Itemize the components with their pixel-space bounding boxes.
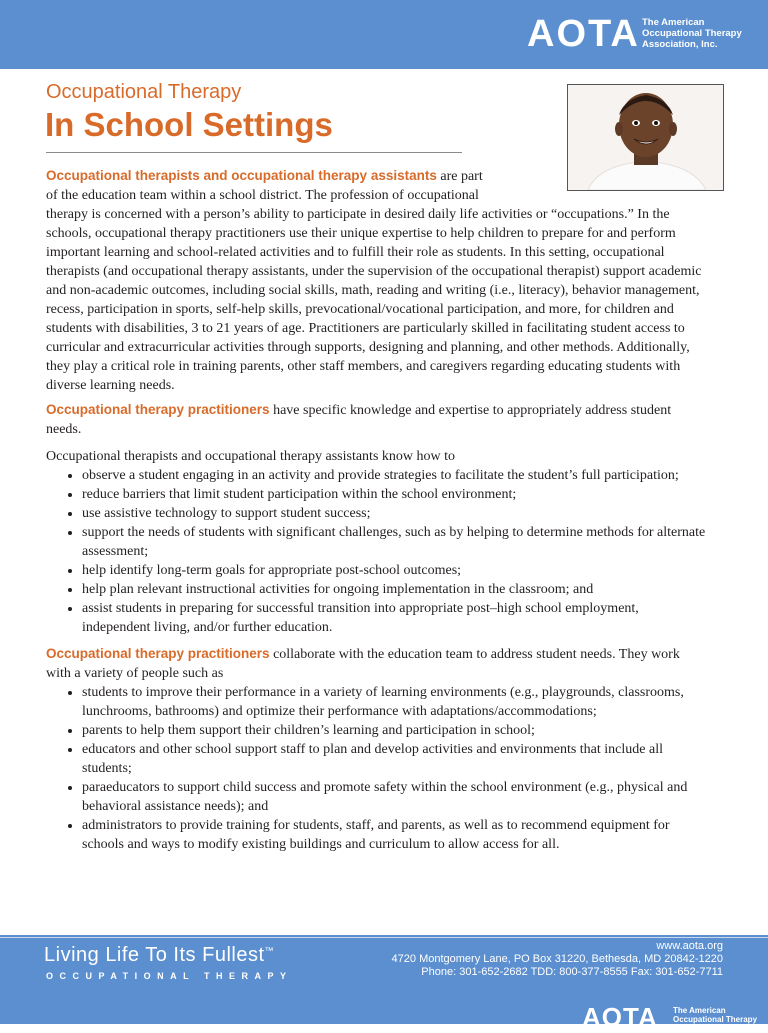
collaborate-list [46,683,706,854]
aota-logo: AOTA [527,13,640,55]
association-line: The American [673,1006,726,1015]
intro-text-rest: therapy is concerned with a person’s ability to participate in desired daily life activities or “occupations.” In the schools, occupational therapy practitioners use their unique expertise to help children to prepare for and perform important learning and school-related activities and to fulfill their role as students. In this setting, occupational therapists (and occupational therapy assistants, under the supervision of the occupational therapist) support academic and non-academic outcomes, including social skills, math, reading and writing (i.e., literacy), behavior management, recess, participation in sports, self-help skills, prevocational/vocational participation, and more, for children and students with disabilities, 3 to 21 years of age. Practitioners are particularly skilled in facilitating student access to curricular and extracurricular activities through supports, designing and planning, and other methods. Additionally, they play a critical role in training parents, other staff members, and caregivers regarding educating students with diverse learning needs. [46,207,702,393]
know-how-list [46,466,706,637]
association-name [642,17,762,50]
list-item: • educators and other school support staff to plan and develop activities and environments that include all students; [82,740,706,778]
intro-lead: Occupational therapists and occupational therapy assistants [46,168,437,183]
list-item: • help plan relevant instructional activities for ongoing implementation in the classroom; and [82,580,706,599]
association-line: The American [642,17,705,28]
trademark-mark: ™ [264,945,275,956]
list-item: • paraeducators to support child success and promote safety within the school environment (e.g., physical and behavioral assistance needs); and [82,778,706,816]
list-item: • assist students in preparing for successful transition into appropriate post–high school employment, independent living, and/or further education. [82,599,706,637]
expertise-lead: Occupational therapy practitioners [46,402,270,417]
list-item: • use assistive technology to support student success; [82,504,706,523]
page-title: In School Settings [45,106,333,143]
body-content [46,166,706,861]
address-text: 4720 Montgomery Lane, PO Box 31220, Bethesda, MD 20842-1220 [391,953,723,965]
list-item: • administrators to provide training for students, staff, and parents, as well as to recommend equipment for schools and ways to modify existing buildings and curriculum to allow access for all. [82,816,706,854]
website-link[interactable]: www.aota.org [656,940,723,952]
expertise-text: have specific knowledge and expertise to appropriately address student needs. [46,403,672,437]
title-divider [46,152,462,153]
list-item: • reduce barriers that limit student participation within the school environment; [82,485,706,504]
phone-text: Phone: 301-652-2682 TDD: 800-377-8555 Fax: 301-652-7711 [421,966,723,978]
association-line: Occupational Therapy [642,28,742,39]
know-how-intro: Occupational therapists and occupational therapy assistants know how to [46,449,456,464]
footer-tagline [44,944,274,967]
title-kicker: Occupational Therapy [46,81,242,103]
list-item: • parents to help them support their children’s learning and participation in school; [82,721,706,740]
footer-aota-logo: AOTA [582,1002,658,1032]
expertise-paragraph [46,400,706,439]
list-item: • help identify long-term goals for appropriate post-school outcomes; [82,561,706,580]
intro-text-line1: are part [436,169,483,184]
collaborate-text: collaborate with the education team to address student needs. They work with a variety of people such as [46,647,680,681]
tagline-text: Living Life To Its Fullest [44,944,265,966]
collaborate-lead: Occupational therapy practitioners [46,646,270,661]
contact-info [392,940,723,979]
list-item: • support the needs of students with significant challenges, such as by helping to determine methods for alternate assessment; [82,523,706,561]
list-item: • students to improve their performance in a variety of learning environments (e.g., playgrounds, classrooms, lunchrooms, bathrooms) and optimize their performance with adaptations/accommodations; [82,683,706,721]
footer-association-name [673,1006,763,1024]
footer-subtitle: OCCUPATIONAL THERAPY [46,971,293,981]
intro-paragraph [46,166,706,395]
association-line: Association, Inc. [642,39,718,50]
intro-text-line2: of the education team within a school district. The profession of occupational [46,188,479,203]
collaborate-paragraph [46,644,706,683]
list-item: • observe a student engaging in an activity and provide strategies to facilitate the student’s full participation; [82,466,706,485]
association-line: Occupational Therapy [673,1015,758,1024]
